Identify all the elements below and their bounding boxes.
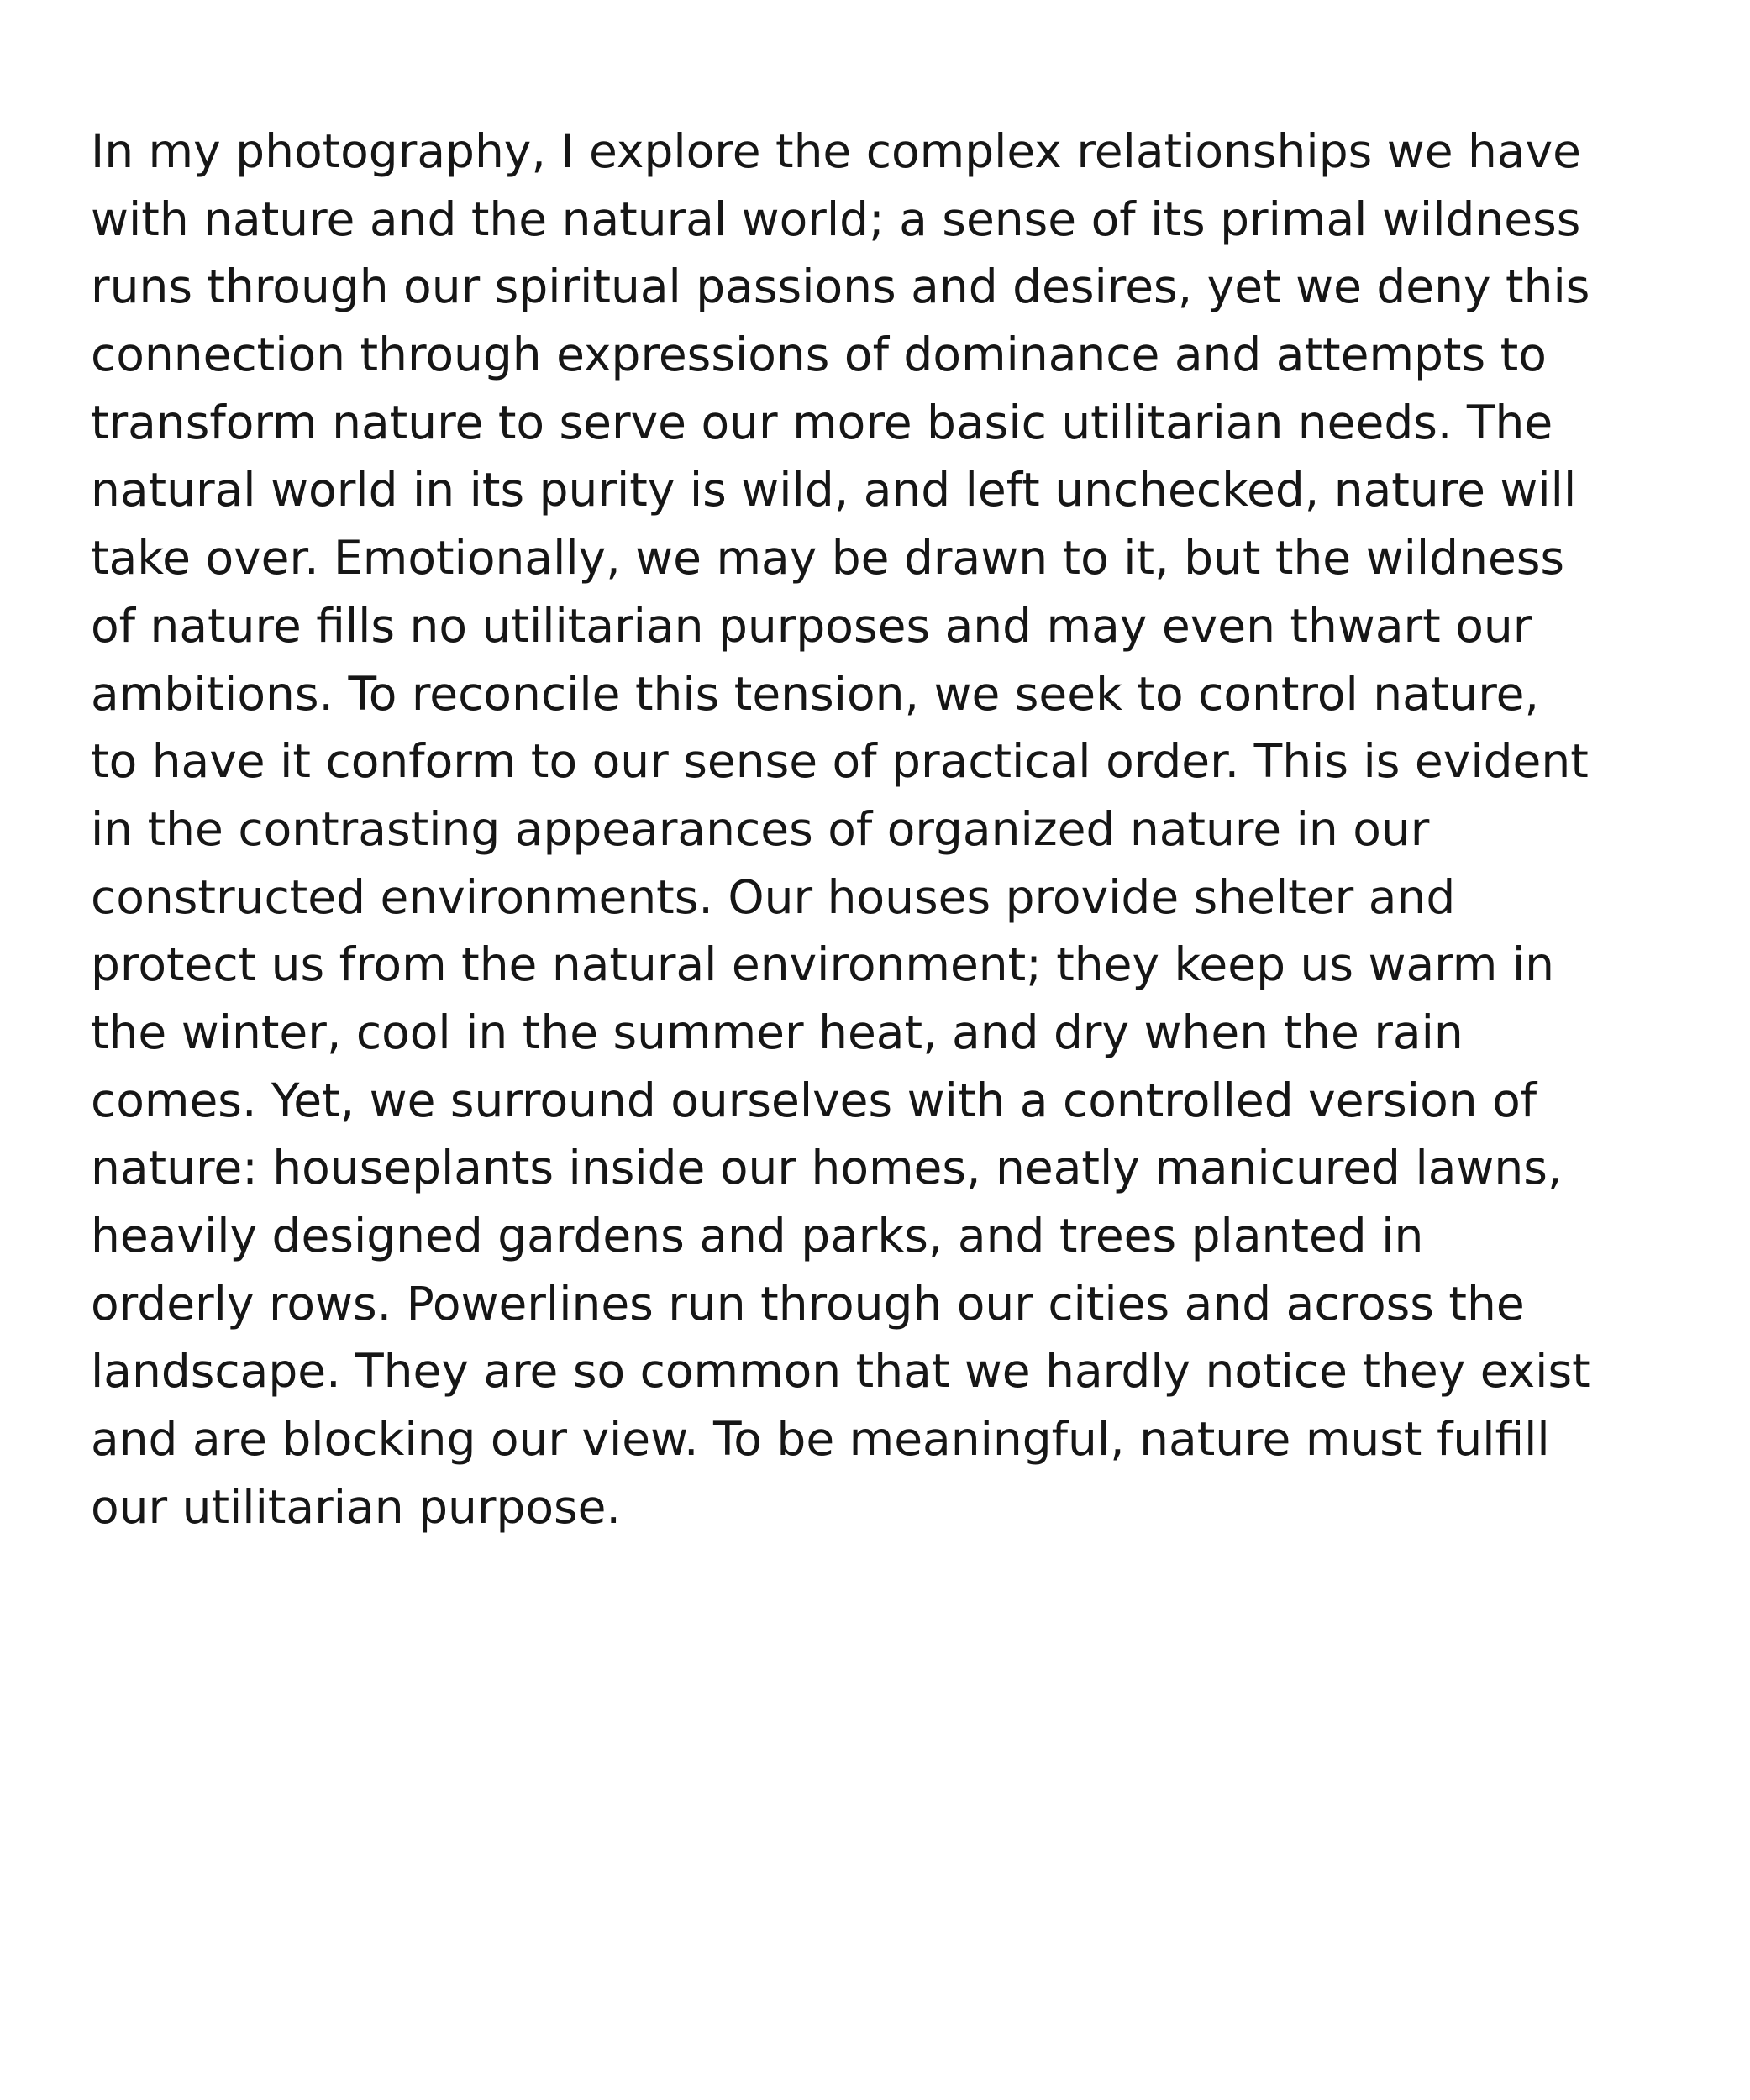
statement-line: natural world in its purity is wild, and left unchecked, nature will [91,463,1577,517]
statement-line: landscape. They are so common that we hardly notice they exist [91,1344,1590,1399]
statement-line: runs through our spiritual passions and desires, yet we deny this [91,260,1590,314]
statement-line: orderly rows. Powerlines run through our cities and across the [91,1276,1525,1331]
statement-line: heavily designed gardens and parks, and trees planted in [91,1209,1424,1263]
statement-line: transform nature to serve our more basic utilitarian needs. The [91,395,1553,449]
statement-line: to have it conform to our sense of practical order. This is evident [91,734,1589,789]
statement-line: of nature fills no utilitarian purposes and may even thwart our [91,598,1532,653]
statement-line: ambitions. To reconcile this tension, we seek to control nature, [91,666,1539,721]
statement-line: in the contrasting appearances of organized nature in our [91,801,1430,856]
statement-line: our utilitarian purpose. [91,1479,621,1534]
statement-line: constructed environments. Our houses provide shelter and [91,869,1456,924]
artist-statement [91,118,1687,1541]
statement-line: protect us from the natural environment; they keep us warm in [91,937,1555,992]
statement-line: nature: houseplants inside our homes, neatly manicured lawns, [91,1141,1563,1195]
statement-line: and are blocking our view. To be meaningful, nature must fulfill [91,1412,1550,1467]
statement-line: take over. Emotionally, we may be drawn to it, but the wildness [91,531,1565,585]
statement-line: comes. Yet, we surround ourselves with a controlled version of [91,1073,1537,1127]
statement-line: connection through expressions of dominance and attempts to [91,328,1547,382]
statement-line: with nature and the natural world; a sense of its primal wildness [91,192,1581,246]
statement-line: In my photography, I explore the complex relationships we have [91,124,1581,178]
statement-line: the winter, cool in the summer heat, and dry when the rain [91,1005,1464,1059]
